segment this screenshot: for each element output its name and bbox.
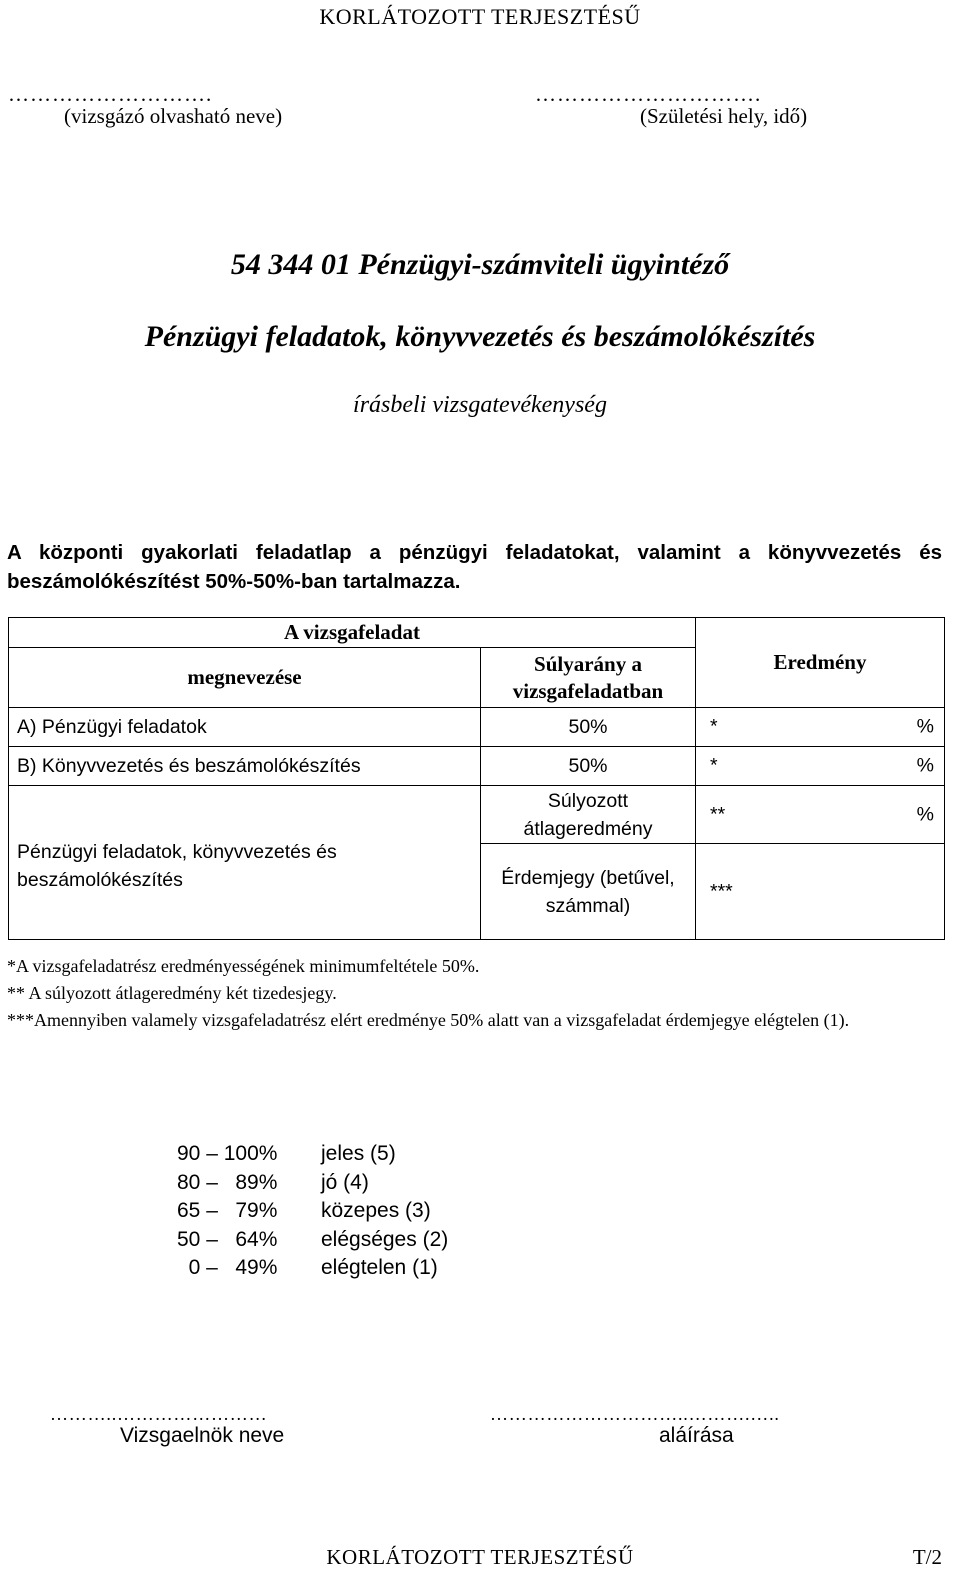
birth-place-label: (Születési hely, idő) [640,104,808,128]
footnotes [7,953,942,1034]
list-item [177,1169,448,1198]
qualification-title: 54 344 01 Pénzügyi-számviteli ügyintéző [230,248,730,281]
birth-dots: …………………………. [535,82,762,106]
result-mark: * [710,715,718,738]
header-task: A vizsgafeladat [9,618,696,648]
result-unit: % [916,715,934,738]
table-row [9,747,945,786]
header-weight: Súlyarány a vizsgafeladatban [481,648,696,708]
result-cell [696,747,945,786]
grading-scale [177,1140,448,1283]
classification-header: KORLÁTOZOTT TERJESZTÉSŰ [319,4,641,29]
result-unit: % [916,754,934,777]
candidate-name-label: (vizsgázó olvasható neve) [64,104,283,128]
classification-footer: KORLÁTOZOTT TERJESZTÉSŰ [326,1545,634,1569]
intro-paragraph: A központi gyakorlati feladatlap a pénzügyi feladatokat, valamint a könyvvezetés és beszámolókészítést 50%-50%-ban tartalmazza. [7,541,942,593]
subject-title: Pénzügyi feladatok, könyvvezetés és beszámolókészítés [144,320,816,353]
scale-range: 90 – 100% [177,1142,278,1165]
row-name: B) Könyvvezetés és beszámolókészítés [9,747,481,786]
footnote-2: ** A súlyozott átlageredmény két tizedesjegy. [7,983,337,1003]
scale-range: 0 – 49% [177,1256,278,1279]
weighted-unit: % [916,803,934,825]
scale-range: 80 – 89% [177,1170,278,1194]
grade-label: Érdemjegy (betűvel, számmal) [481,844,696,940]
list-item [177,1226,448,1255]
signature-dots: …………………………..……….….. [490,1404,780,1424]
table-row [9,708,945,747]
grading-table [8,617,945,940]
scale-grade: elégtelen (1) [321,1256,438,1279]
grade-result-cell [696,844,945,940]
examiner-name-label: Vizsgaelnök neve [120,1424,285,1447]
grade-mark: *** [710,880,733,902]
weighted-average-label: Súlyozott átlageredmény [481,786,696,844]
header-name: megnevezése [9,648,481,708]
examiner-name-dots: ………..…………………… [50,1404,268,1424]
list-item [177,1254,448,1283]
name-dots: ………………………. [8,82,213,106]
row-name: A) Pénzügyi feladatok [9,708,481,747]
scale-range: 65 – 79% [177,1199,278,1222]
scale-grade: jeles (5) [321,1142,396,1165]
signature-label: aláírása [659,1424,734,1447]
weighted-result-cell [696,786,945,844]
result-mark: * [710,754,718,777]
row-weight: 50% [481,747,696,786]
scale-grade: jó (4) [321,1170,369,1194]
activity-title: írásbeli vizsgatevékenység [353,392,607,418]
scale-range: 50 – 64% [177,1227,278,1251]
scale-grade: elégséges (2) [321,1227,449,1251]
list-item [177,1140,448,1169]
list-item [177,1197,448,1226]
row-weight: 50% [481,708,696,747]
footnote-1: *A vizsgafeladatrész eredményességének minimumfeltétele 50%. [7,956,480,976]
header-result: Eredmény [696,618,945,708]
result-cell [696,708,945,747]
weighted-mark: ** [710,803,726,825]
page-number: T/2 [912,1545,942,1569]
footnote-3: ***Amennyiben valamely vizsgafeladatrész elért eredménye 50% alatt van a vizsgafeladat érdemjegye elégtelen (1). [7,1010,850,1030]
scale-grade: közepes (3) [321,1199,431,1222]
summary-name: Pénzügyi feladatok, könyvvezetés és beszámolókészítés [9,786,481,940]
